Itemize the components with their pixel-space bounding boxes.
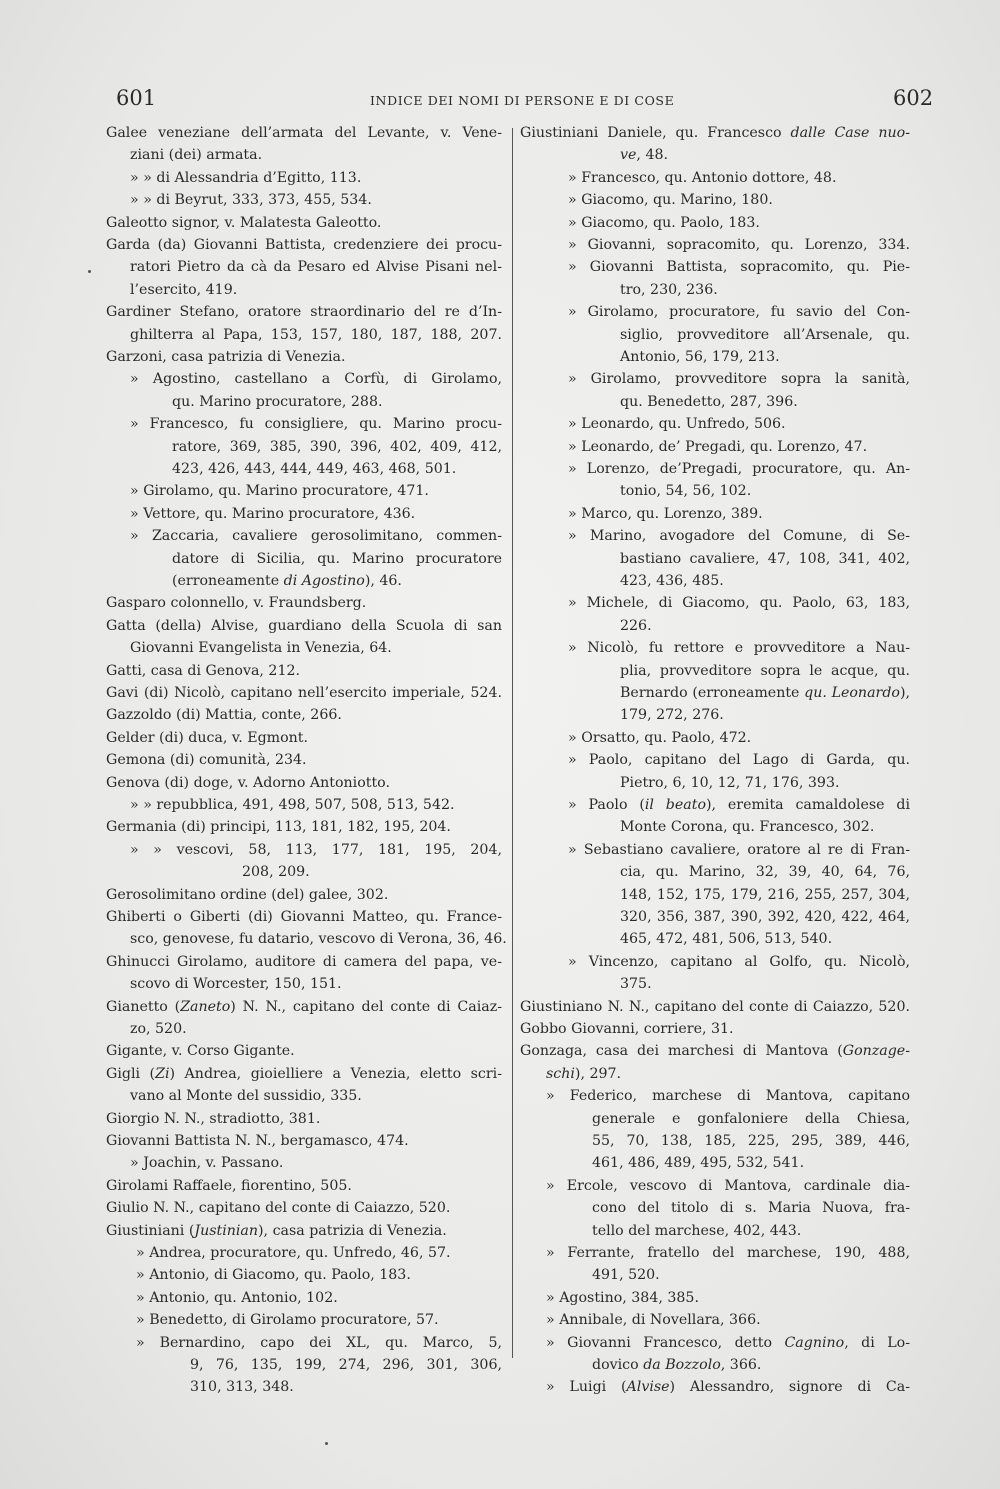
line-text: Gelder (di) duca, v. Egmont. xyxy=(106,729,309,746)
italic-text: Zaneto xyxy=(180,998,231,1015)
line-text: » Antonio, di Giacomo, qu. Paolo, 183. xyxy=(136,1267,411,1284)
line-text: » » di Alessandria d’Egitto, 113. xyxy=(130,169,362,186)
line-text: » Federico, marchese di Mantova, capitano xyxy=(546,1088,910,1105)
italic-text: ve xyxy=(620,147,637,164)
index-line xyxy=(106,884,502,906)
index-line xyxy=(620,346,910,368)
index-line xyxy=(592,1264,910,1286)
index-line xyxy=(568,212,910,234)
index-line xyxy=(568,637,910,659)
line-text: » Vincenzo, capitano al Golfo, qu. Nicolò, xyxy=(568,953,910,970)
line-text: , 48. xyxy=(636,147,669,164)
line-text: Gatta (della) Alvise, guardiano della Scuola di san xyxy=(106,617,502,634)
index-line xyxy=(620,660,910,682)
index-line xyxy=(620,480,910,502)
line-text: » Bernardino, capo dei XL, qu. Marco, 5, xyxy=(136,1334,502,1351)
line-text: Gobbo Giovanni, corriere, 31. xyxy=(520,1021,734,1037)
index-line xyxy=(130,480,502,502)
index-line xyxy=(620,682,910,704)
index-line xyxy=(592,1197,910,1219)
line-text: datore di Sicilia, qu. Marino procuratore xyxy=(172,550,502,567)
line-text: » Ferrante, fratello del marchese, 190, 488, xyxy=(546,1245,910,1261)
line-text: ) N. N., capitano del conte di Caiaz- xyxy=(230,998,502,1015)
line-text: ) Andrea, gioielliere a Venezia, eletto scri- xyxy=(169,1065,502,1082)
index-line xyxy=(620,324,910,346)
italic-text: dalle Case nuo- xyxy=(790,125,910,141)
index-line xyxy=(172,548,502,570)
index-line xyxy=(130,279,502,301)
line-text: tello del marchese, 402, 443. xyxy=(592,1222,802,1239)
index-line xyxy=(520,996,910,1018)
line-text: zo, 520. xyxy=(130,1021,187,1037)
index-line xyxy=(568,189,910,211)
line-text: ), casa patrizia di Venezia. xyxy=(258,1222,447,1239)
italic-text: Zi xyxy=(155,1065,170,1082)
line-text: cono del titolo di s. Maria Nuova, fra- xyxy=(592,1200,910,1217)
index-line xyxy=(568,413,910,435)
line-text: » Ercole, vescovo di Mantova, cardinale dia- xyxy=(546,1177,910,1194)
line-text: » Agostino, castellano a Corfù, di Girolamo, xyxy=(130,371,502,388)
line-text: Genova (di) doge, v. Adorno Antoniotto. xyxy=(106,774,390,791)
index-line xyxy=(106,906,502,928)
index-line xyxy=(106,1040,502,1062)
line-text: » » di Beyrut, 333, 373, 455, 534. xyxy=(130,192,372,209)
index-line xyxy=(106,234,502,256)
index-line xyxy=(620,884,910,906)
index-line xyxy=(546,1332,910,1354)
index-line xyxy=(106,1175,502,1197)
index-line xyxy=(592,1354,910,1376)
index-line xyxy=(592,1152,910,1174)
index-line xyxy=(106,122,502,144)
line-text: Gerosolimitano ordine (del) galee, 302. xyxy=(106,886,389,903)
line-text: » Vettore, qu. Marino procuratore, 436. xyxy=(130,505,416,522)
line-text: » Luigi ( xyxy=(546,1379,627,1396)
index-line xyxy=(520,1018,910,1040)
index-line xyxy=(620,928,910,950)
line-text: ), xyxy=(899,685,910,701)
line-text: » Giacomo, qu. Paolo, 183. xyxy=(568,214,760,231)
line-text: (erroneamente xyxy=(172,573,284,589)
index-line xyxy=(106,1197,502,1219)
line-text: 179, 272, 276. xyxy=(620,707,724,724)
line-text: qu. Marino procuratore, 288. xyxy=(172,393,383,410)
index-line xyxy=(130,1018,502,1040)
index-line xyxy=(620,570,910,592)
line-text: 208, 209. xyxy=(242,864,310,881)
line-text: qu. Benedetto, 287, 396. xyxy=(620,393,798,410)
line-text: dovico xyxy=(592,1357,644,1373)
line-text: » Sebastiano cavaliere, oratore al re di Fran- xyxy=(568,841,910,858)
line-text: ), 46. xyxy=(364,573,402,589)
line-text: Ghiberti o Giberti (di) Giovanni Matteo, qu. France- xyxy=(106,909,502,925)
index-line xyxy=(106,615,502,637)
index-line xyxy=(620,704,910,726)
line-text: vano al Monte del sussidio, 335. xyxy=(130,1088,362,1105)
line-text: Giustiniani ( xyxy=(106,1222,195,1239)
index-line xyxy=(106,749,502,771)
index-line xyxy=(130,324,502,346)
line-text: ) Alessandro, signore di Ca- xyxy=(669,1379,911,1396)
index-line xyxy=(130,167,502,189)
line-text: Gigli ( xyxy=(106,1065,156,1082)
line-text: » Francesco, fu consigliere, qu. Marino procu- xyxy=(130,416,502,433)
line-text: , 366. xyxy=(720,1357,762,1373)
index-line xyxy=(130,256,502,278)
index-line xyxy=(106,1063,502,1085)
index-line xyxy=(172,436,502,458)
index-line xyxy=(546,1309,910,1331)
line-text: Gemona (di) comunità, 234. xyxy=(106,752,307,769)
line-text: » Giovanni Battista, sopracomito, qu. Pie- xyxy=(568,259,910,276)
index-line xyxy=(106,996,502,1018)
index-line xyxy=(106,1220,502,1242)
index-line xyxy=(106,212,502,234)
line-text: ziani (dei) armata. xyxy=(130,147,263,164)
italic-text: Gonzage- xyxy=(842,1043,910,1060)
line-text: Giorgio N. N., stradiotto, 381. xyxy=(106,1110,321,1127)
line-text: » Annibale, di Novellara, 366. xyxy=(546,1312,761,1329)
line-text: » Giovanni Francesco, detto xyxy=(546,1334,785,1351)
index-line xyxy=(136,1332,502,1354)
line-text: Monte Corona, qu. Francesco, 302. xyxy=(620,819,875,836)
index-line xyxy=(106,592,502,614)
line-text: » Zaccaria, cavaliere gerosolimitano, commen- xyxy=(130,528,502,545)
line-text: ghilterra al Papa, 153, 157, 180, 187, 188, 207. xyxy=(130,326,502,343)
line-text: 55, 70, 138, 185, 225, 295, 389, 446, xyxy=(592,1133,910,1149)
index-line xyxy=(130,794,502,816)
index-line xyxy=(568,749,910,771)
index-line xyxy=(546,1085,910,1107)
index-line xyxy=(592,1108,910,1130)
line-text: ), eremita camaldolese di xyxy=(706,797,910,813)
line-text: 310, 313, 348. xyxy=(190,1379,294,1396)
line-text: Antonio, 56, 179, 213. xyxy=(620,349,780,365)
index-line xyxy=(106,1108,502,1130)
index-line xyxy=(620,816,910,838)
index-line xyxy=(106,682,502,704)
print-speck xyxy=(88,270,91,273)
index-line xyxy=(620,615,910,637)
index-line xyxy=(136,1309,502,1331)
line-text: 423, 426, 443, 444, 449, 463, 468, 501. xyxy=(172,461,457,477)
index-line xyxy=(106,951,502,973)
line-text: ratore, 369, 385, 390, 396, 402, 409, 412, xyxy=(172,438,502,455)
index-line xyxy=(620,391,910,413)
index-line xyxy=(620,772,910,794)
index-line xyxy=(568,234,910,256)
index-line xyxy=(130,368,502,390)
line-text: Gardiner Stefano, oratore straordinario del re d’In- xyxy=(106,304,502,321)
index-line xyxy=(242,861,502,883)
line-text: 461, 486, 489, 495, 532, 541. xyxy=(592,1155,805,1172)
print-speck xyxy=(325,1442,328,1445)
index-line xyxy=(106,346,502,368)
line-text: , di Lo- xyxy=(844,1334,910,1351)
index-line xyxy=(172,391,502,413)
line-text: sco, genovese, fu datario, vescovo di Verona, 36, 46. xyxy=(130,931,507,948)
italic-text: da Bozzolo xyxy=(643,1357,721,1373)
line-text: Germania (di) principi, 113, 181, 182, 195, 204. xyxy=(106,819,451,836)
index-line xyxy=(130,503,502,525)
line-text: tro, 230, 236. xyxy=(620,281,718,298)
line-text: bastiano cavaliere, 47, 108, 341, 402, xyxy=(620,550,910,567)
index-line xyxy=(620,279,910,301)
line-text: » Marino, avogadore del Comune, di Se- xyxy=(568,528,910,545)
index-line xyxy=(568,727,910,749)
index-line xyxy=(568,256,910,278)
line-text: » Giovanni, sopracomito, qu. Lorenzo, 334. xyxy=(568,237,910,253)
index-line xyxy=(546,1242,910,1264)
index-line xyxy=(130,1152,502,1174)
index-line xyxy=(130,144,502,166)
index-line xyxy=(568,368,910,390)
line-text: siglio, provveditore all’Arsenale, qu. xyxy=(620,326,910,343)
index-line xyxy=(568,839,910,861)
line-text: » Orsatto, qu. Paolo, 472. xyxy=(568,729,752,746)
index-line xyxy=(130,189,502,211)
index-line xyxy=(592,1130,910,1152)
index-line xyxy=(620,144,910,166)
index-line xyxy=(568,167,910,189)
index-line xyxy=(568,458,910,480)
index-line xyxy=(546,1175,910,1197)
line-text: Ghinucci Girolamo, auditore di camera del papa, ve- xyxy=(106,953,502,970)
line-text: Giulio N. N., capitano del conte di Caiazzo, 520. xyxy=(106,1200,451,1217)
index-line xyxy=(568,525,910,547)
line-text: scovo di Worcester, 150, 151. xyxy=(130,976,342,993)
line-text: » Leonardo, qu. Unfredo, 506. xyxy=(568,416,786,433)
index-line xyxy=(568,592,910,614)
line-text: Giovanni Evangelista in Venezia, 64. xyxy=(130,640,392,657)
index-line xyxy=(172,458,502,480)
line-text: 226. xyxy=(620,617,652,634)
italic-text: Cagnino xyxy=(784,1334,845,1351)
index-line xyxy=(106,727,502,749)
index-line xyxy=(568,301,910,323)
left-page-number: 601 xyxy=(116,86,157,110)
line-text: ), 297. xyxy=(574,1065,622,1082)
index-line xyxy=(190,1376,502,1398)
line-text: 465, 472, 481, 506, 513, 540. xyxy=(620,931,833,948)
line-text: » Francesco, qu. Antonio dottore, 48. xyxy=(568,169,837,186)
index-line xyxy=(620,548,910,570)
index-line xyxy=(136,1242,502,1264)
index-line xyxy=(130,525,502,547)
index-line xyxy=(172,570,502,592)
index-line xyxy=(106,301,502,323)
index-line xyxy=(520,122,910,144)
line-text: » Paolo ( xyxy=(568,797,645,813)
line-text: Gatti, casa di Genova, 212. xyxy=(106,662,301,679)
index-line xyxy=(568,794,910,816)
index-line xyxy=(620,906,910,928)
line-text: » Paolo, capitano del Lago di Garda, qu. xyxy=(568,752,910,769)
line-text: Gavi (di) Nicolò, capitano nell’esercito imperiale, 524. xyxy=(106,685,502,701)
index-line xyxy=(130,839,502,861)
line-text: » Marco, qu. Lorenzo, 389. xyxy=(568,505,763,522)
italic-text: il beato xyxy=(644,797,706,813)
line-text: Gigante, v. Corso Gigante. xyxy=(106,1043,295,1060)
index-line xyxy=(136,1287,502,1309)
line-text: » Lorenzo, de’Pregadi, procuratore, qu. An- xyxy=(568,461,910,477)
line-text: » Joachin, v. Passano. xyxy=(130,1155,284,1172)
line-text: » Girolamo, provveditore sopra la sanità, xyxy=(568,371,910,388)
line-text: Bernardo (erroneamente xyxy=(620,685,805,701)
line-text: » Agostino, 384, 385. xyxy=(546,1289,699,1306)
index-line xyxy=(136,1264,502,1286)
line-text: generale e gonfaloniere della Chiesa, xyxy=(592,1110,910,1127)
line-text: » Girolamo, procuratore, fu savio del Con- xyxy=(568,304,910,321)
index-line xyxy=(106,816,502,838)
index-line xyxy=(190,1354,502,1376)
line-text: Gazzoldo (di) Mattia, conte, 266. xyxy=(106,707,342,724)
index-line xyxy=(520,1040,910,1062)
line-text: » » repubblica, 491, 498, 507, 508, 513, 542. xyxy=(130,797,455,813)
index-line xyxy=(546,1287,910,1309)
index-line xyxy=(106,660,502,682)
column-divider xyxy=(512,128,513,1358)
index-line xyxy=(568,951,910,973)
line-text: Giustiniani Daniele, qu. Francesco xyxy=(520,125,791,141)
index-line xyxy=(568,503,910,525)
line-text: Gianetto ( xyxy=(106,998,181,1015)
running-title: INDICE DEI NOMI DI PERSONE E DI COSE xyxy=(370,93,675,108)
line-text: Girolami Raffaele, fiorentino, 505. xyxy=(106,1177,352,1194)
line-text: 491, 520. xyxy=(592,1267,660,1284)
index-line xyxy=(620,861,910,883)
index-line xyxy=(130,928,507,950)
line-text: Gonzaga, casa dei marchesi di Mantova ( xyxy=(520,1043,843,1060)
line-text: 320, 356, 387, 390, 392, 420, 422, 464, xyxy=(620,909,910,925)
italic-text: di Agostino xyxy=(283,573,365,589)
italic-text: Alvise xyxy=(626,1379,670,1396)
line-text: 375. xyxy=(620,976,652,993)
line-text: Garda (da) Giovanni Battista, credenziere dei procu- xyxy=(106,237,502,253)
line-text: Giovanni Battista N. N., bergamasco, 474. xyxy=(106,1133,409,1149)
line-text: » Nicolò, fu rettore e provveditore a Nau- xyxy=(568,640,910,657)
italic-text: qu. Leonardo xyxy=(804,685,900,701)
index-line xyxy=(592,1220,910,1242)
index-line xyxy=(106,704,502,726)
line-text: Garzoni, casa patrizia di Venezia. xyxy=(106,349,346,365)
italic-text: Justinian xyxy=(194,1222,259,1239)
index-line xyxy=(620,973,910,995)
right-page-number: 602 xyxy=(893,86,934,110)
line-text: » » vescovi, 58, 113, 177, 181, 195, 204, xyxy=(130,841,502,858)
line-text: Galee veneziane dell’armata del Levante, v. Vene- xyxy=(106,125,502,141)
index-line xyxy=(546,1376,910,1398)
line-text: » Girolamo, qu. Marino procuratore, 471. xyxy=(130,483,429,500)
index-line xyxy=(130,973,502,995)
index-line xyxy=(130,637,502,659)
index-line xyxy=(106,772,502,794)
line-text: » Leonardo, de’ Pregadi, qu. Lorenzo, 47. xyxy=(568,438,868,455)
line-text: » Giacomo, qu. Marino, 180. xyxy=(568,192,773,209)
line-text: Pietro, 6, 10, 12, 71, 176, 393. xyxy=(620,774,840,791)
line-text: cia, qu. Marino, 32, 39, 40, 64, 76, xyxy=(620,864,910,881)
line-text: » Andrea, procuratore, qu. Unfredo, 46, 57. xyxy=(136,1245,451,1261)
line-text: » Michele, di Giacomo, qu. Paolo, 63, 183, xyxy=(568,595,910,612)
line-text: 423, 436, 485. xyxy=(620,573,724,589)
index-line xyxy=(130,1085,502,1107)
italic-text: schi xyxy=(546,1065,575,1082)
line-text: 9, 76, 135, 199, 274, 296, 301, 306, xyxy=(190,1357,502,1373)
line-text: tonio, 54, 56, 102. xyxy=(620,483,752,500)
line-text: » Benedetto, di Girolamo procuratore, 57. xyxy=(136,1312,439,1329)
line-text: Galeotto signor, v. Malatesta Galeotto. xyxy=(106,214,382,231)
index-line xyxy=(568,436,910,458)
line-text: Gasparo colonnello, v. Fraundsberg. xyxy=(106,595,367,612)
index-line xyxy=(130,413,502,435)
line-text: » Antonio, qu. Antonio, 102. xyxy=(136,1289,338,1306)
line-text: plia, provveditore sopra le acque, qu. xyxy=(620,662,910,679)
line-text: ratori Pietro da cà da Pesaro ed Alvise Pisani nel- xyxy=(130,259,502,276)
index-line xyxy=(106,1130,502,1152)
index-line xyxy=(546,1063,910,1085)
line-text: l’esercito, 419. xyxy=(130,281,238,298)
line-text: 148, 152, 175, 179, 216, 255, 257, 304, xyxy=(620,886,910,903)
line-text: Giustiniano N. N., capitano del conte di Caiazzo, 520. xyxy=(520,998,910,1015)
